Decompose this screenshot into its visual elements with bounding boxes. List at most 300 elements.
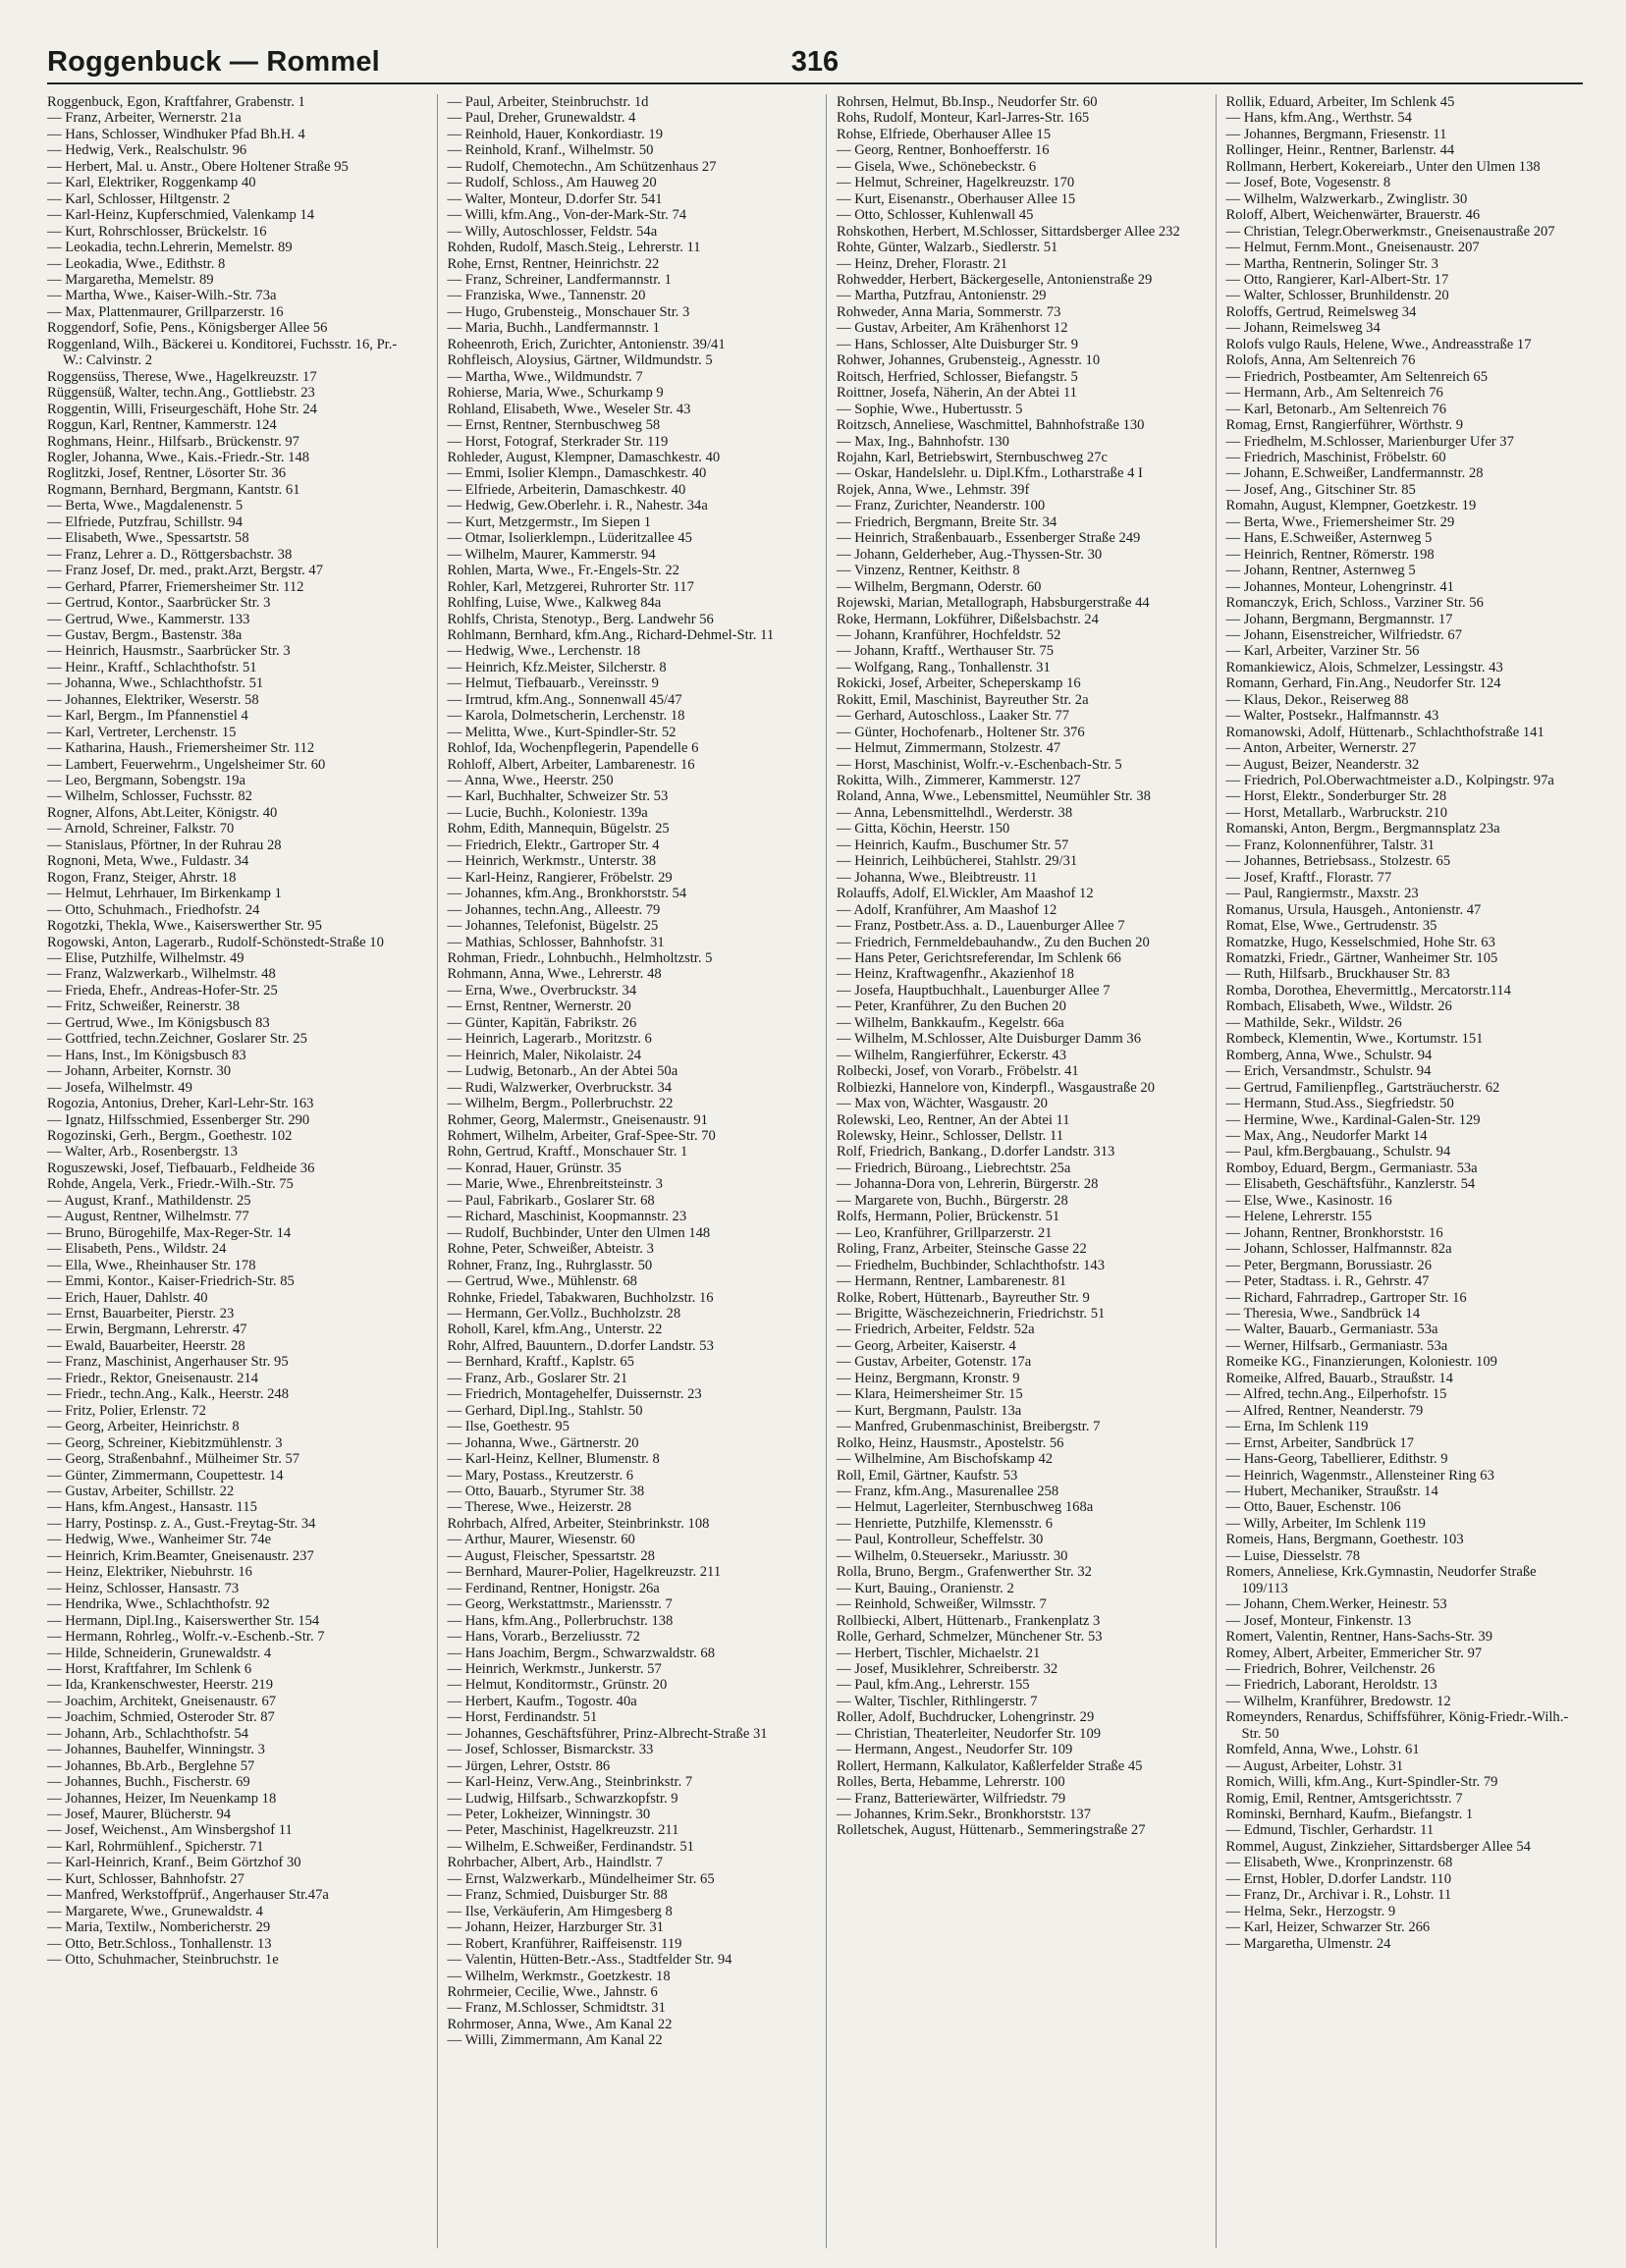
directory-entry: — Franz Josef, Dr. med., prakt.Arzt, Bergstr. 47 xyxy=(47,563,324,579)
directory-entry: — Hans-Georg, Tabellierer, Edithstr. 9 xyxy=(1225,1451,1448,1468)
directory-entry: Rohr, Alfred, Bauuntern., D.dorfer Landstr. 53 xyxy=(447,1337,714,1354)
directory-entry: — Lambert, Feuerwehrm., Ungelsheimer Str. 60 xyxy=(47,756,326,773)
directory-entry: — Emmi, Isolier Klempn., Damaschkestr. 40 xyxy=(447,465,707,482)
page-number: 316 xyxy=(790,46,840,78)
directory-entry: Romatzki, Friedr., Gärtner, Wanheimer Str. 105 xyxy=(1225,950,1498,967)
directory-entry: — Reinhold, Kranf., Wilhelmstr. 50 xyxy=(447,142,654,159)
directory-entry: — Rudolf, Chemotechn., Am Schützenhaus 27 xyxy=(447,158,717,175)
directory-entry: — Kurt, Metzgermstr., Im Siepen 1 xyxy=(447,513,652,530)
directory-entry: — Robert, Kranführer, Raiffeisenstr. 119 xyxy=(447,1935,682,1952)
directory-entry: — Johann, Rentner, Bronkhorststr. 16 xyxy=(1225,1224,1443,1241)
directory-entry: — Katharina, Haush., Friemersheimer Str. 112 xyxy=(47,740,315,757)
directory-entry: — Franz, M.Schlosser, Schmidtstr. 31 xyxy=(447,2000,666,2017)
directory-entry: — Karl, Bergm., Im Pfannenstiel 4 xyxy=(47,708,248,725)
directory-entry: — Wilhelm, Rangierführer, Eckerstr. 43 xyxy=(837,1047,1067,1063)
directory-entry: — Günter, Kapitän, Fabrikstr. 26 xyxy=(447,1014,637,1031)
directory-entry: — Paul, Arbeiter, Steinbruchstr. 1d xyxy=(447,94,649,110)
directory-entry: — Christian, Telegr.Oberwerkmstr., Gneisenaustraße 207 xyxy=(1225,223,1555,240)
name-range-heading: Roggenbuck — Rommel xyxy=(47,46,380,78)
directory-entry: — August, Rentner, Wilhelmstr. 77 xyxy=(47,1209,249,1225)
directory-entry: Rohrbacher, Albert, Arb., Haindlstr. 7 xyxy=(447,1855,663,1871)
directory-entry: — Heinrich, Kfz.Meister, Silcherstr. 8 xyxy=(447,659,667,675)
directory-entry: — Hans, kfm.Ang., Werthstr. 54 xyxy=(1225,110,1412,127)
directory-entry: — Wolfgang, Rang., Tonhallenstr. 31 xyxy=(837,659,1051,675)
directory-entry: — Rudi, Walzwerker, Overbruckstr. 34 xyxy=(447,1079,673,1096)
directory-entry: — Ernst, Bauarbeiter, Pierstr. 23 xyxy=(47,1305,235,1322)
directory-entry: — Franz, Lehrer a. D., Röttgersbachstr. 38 xyxy=(47,546,293,563)
directory-entry: — Elisabeth, Pens., Wildstr. 24 xyxy=(47,1241,227,1258)
directory-entry: — Franz, Postbetr.Ass. a. D., Lauenburger Allee 7 xyxy=(837,918,1125,935)
directory-entry: — Franz, Arb., Goslarer Str. 21 xyxy=(447,1370,628,1386)
directory-entry: Romberg, Anna, Wwe., Schulstr. 94 xyxy=(1225,1047,1433,1063)
directory-entry: — Hedwig, Verk., Realschulstr. 96 xyxy=(47,142,247,159)
directory-entry: Romanus, Ursula, Hausgeh., Antonienstr. 47 xyxy=(1225,901,1482,918)
directory-entry: — Hedwig, Wwe., Wanheimer Str. 74e xyxy=(47,1532,272,1548)
directory-entry: Rolewsky, Heinr., Schlosser, Dellstr. 11 xyxy=(837,1128,1064,1144)
directory-entry: — August, Arbeiter, Lohstr. 31 xyxy=(1225,1757,1404,1774)
directory-entry: — Georg, Rentner, Bonhoefferstr. 16 xyxy=(837,142,1050,159)
directory-entry: — Ewald, Bauarbeiter, Heerstr. 28 xyxy=(47,1337,245,1354)
directory-entry: Rolauffs, Adolf, El.Wickler, Am Maashof 12 xyxy=(837,886,1094,902)
directory-entry: — Hubert, Mechaniker, Straußstr. 14 xyxy=(1225,1483,1438,1499)
directory-entry: — Wilhelm, Maurer, Kammerstr. 94 xyxy=(447,546,656,563)
directory-entry: — Werner, Hilfsarb., Germaniastr. 53a xyxy=(1225,1337,1448,1354)
directory-entry: — Theresia, Wwe., Sandbrück 14 xyxy=(1225,1305,1421,1322)
directory-entry: — Peter, Maschinist, Hagelkreuzstr. 211 xyxy=(447,1822,679,1839)
directory-entry: — Lucie, Buchh., Koloniestr. 139a xyxy=(447,804,648,821)
directory-entry: — Johannes, kfm.Ang., Bronkhorststr. 54 xyxy=(447,886,687,902)
directory-entry: — Gerhard, Autoschloss., Laaker Str. 77 xyxy=(837,708,1070,725)
directory-entry: — Rudolf, Buchbinder, Unter den Ulmen 148 xyxy=(447,1224,711,1241)
directory-entry: — Kurt, Schlosser, Bahnhofstr. 27 xyxy=(47,1870,244,1887)
directory-entry: — Mathias, Schlosser, Bahnhofstr. 31 xyxy=(447,934,665,950)
directory-entry: — Rudolf, Schloss., Am Hauweg 20 xyxy=(447,175,657,191)
directory-entry: — Ludwig, Betonarb., An der Abtei 50a xyxy=(447,1063,678,1080)
directory-entry: — Josef, Schlosser, Bismarckstr. 33 xyxy=(447,1742,654,1758)
directory-entry: — Hermine, Wwe., Kardinal-Galen-Str. 129 xyxy=(1225,1111,1481,1128)
directory-entry: — Ernst, Rentner, Wernerstr. 20 xyxy=(447,999,631,1015)
directory-entry: — Otto, Schuhmach., Friedhofstr. 24 xyxy=(47,901,260,918)
directory-entry: — Paul, kfm.Ang., Lehrerstr. 155 xyxy=(837,1677,1030,1694)
directory-entry: — Kurt, Bergmann, Paulstr. 13a xyxy=(837,1402,1022,1419)
directory-entry: — Otmar, Isolierklempn., Lüderitzallee 45 xyxy=(447,530,692,547)
directory-entry: Roguszewski, Josef, Tiefbauarb., Feldheide 36 xyxy=(47,1160,315,1176)
directory-entry: — Walter, Postsekr., Halfmannstr. 43 xyxy=(1225,708,1439,725)
directory-entry: — Franz, Schmied, Duisburger Str. 88 xyxy=(447,1887,668,1904)
directory-entry: — Horst, Maschinist, Wolfr.-v.-Eschenbach-Str. 5 xyxy=(837,756,1122,773)
directory-entry: — Heinrich, Krim.Beamter, Gneisenaustr. 237 xyxy=(47,1547,314,1564)
directory-entry: — Heinrich, Hausmstr., Saarbrücker Str. 3 xyxy=(47,643,291,660)
directory-entry: — Leokadia, Wwe., Edithstr. 8 xyxy=(47,255,226,272)
directory-entry: — Mary, Postass., Kreutzerstr. 6 xyxy=(447,1467,634,1484)
directory-entry: — Martha, Wwe., Wildmundstr. 7 xyxy=(447,368,643,385)
directory-entry: — Richard, Maschinist, Koopmannstr. 23 xyxy=(447,1209,687,1225)
directory-entry: — Hermann, Ger.Vollz., Buchholzstr. 28 xyxy=(447,1305,681,1322)
directory-entry: — Paul, Kontrolleur, Scheffelstr. 30 xyxy=(837,1532,1044,1548)
directory-entry: — Arthur, Maurer, Wiesenstr. 60 xyxy=(447,1532,635,1548)
directory-entry: Rohmann, Anna, Wwe., Lehrerstr. 48 xyxy=(447,966,662,983)
directory-entry: — Anton, Arbeiter, Wernerstr. 27 xyxy=(1225,740,1417,757)
directory-entry: — Hans, Vorarb., Berzeliusstr. 72 xyxy=(447,1629,640,1646)
directory-entry: Romich, Willi, kfm.Ang., Kurt-Spindler-Str. 79 xyxy=(1225,1774,1498,1791)
directory-entry: Rombach, Elisabeth, Wwe., Wildstr. 26 xyxy=(1225,999,1452,1015)
directory-entry: — Johannes, Bergmann, Friesenstr. 11 xyxy=(1225,126,1447,142)
directory-entry: — Karola, Dolmetscherin, Lerchenstr. 18 xyxy=(447,708,685,725)
directory-entry: Romatzke, Hugo, Kesselschmied, Hohe Str. 63 xyxy=(1225,934,1495,950)
directory-entry: — Karl, Schlosser, Hiltgenstr. 2 xyxy=(47,190,231,207)
directory-entry: — Margarete, Wwe., Grunewaldstr. 4 xyxy=(47,1903,263,1919)
directory-entry: Roggensüss, Therese, Wwe., Hagelkreuzstr. 17 xyxy=(47,368,317,385)
directory-entry: — Walter, Bauarb., Germaniastr. 53a xyxy=(1225,1322,1438,1338)
directory-entry: Rohlof, Ida, Wochenpflegerin, Papendelle 6 xyxy=(447,740,699,757)
directory-entry: Rogmann, Bernhard, Bergmann, Kantstr. 61 xyxy=(47,481,300,498)
directory-entry: — Therese, Wwe., Heizerstr. 28 xyxy=(447,1499,631,1516)
directory-entry: — Walter, Monteur, D.dorfer Str. 541 xyxy=(447,190,663,207)
directory-entry: — Ilse, Goethestr. 95 xyxy=(447,1419,569,1435)
directory-entry: Rollbiecki, Albert, Hüttenarb., Frankenplatz 3 xyxy=(837,1612,1101,1629)
directory-entry: — Paul, Fabrikarb., Goslarer Str. 68 xyxy=(447,1192,655,1209)
directory-entry: — Max, Plattenmaurer, Grillparzerstr. 16 xyxy=(47,303,284,320)
directory-entry: — Melitta, Wwe., Kurt-Spindler-Str. 52 xyxy=(447,724,677,740)
directory-entry: — Herbert, Kaufm., Togostr. 40a xyxy=(447,1693,637,1709)
directory-entry: — Friedrich, Postbeamter, Am Seltenreich 65 xyxy=(1225,368,1489,385)
directory-entry: Roggenbuck, Egon, Kraftfahrer, Grabenstr. 1 xyxy=(47,94,305,110)
directory-entry: — Peter, Stadtass. i. R., Gehrstr. 47 xyxy=(1225,1273,1430,1290)
directory-entry: — Vinzenz, Rentner, Keithstr. 8 xyxy=(837,563,1020,579)
directory-entry: — Marie, Wwe., Ehrenbreitsteinstr. 3 xyxy=(447,1176,663,1193)
directory-entry: — Margarete von, Buchh., Bürgerstr. 28 xyxy=(837,1192,1068,1209)
directory-entry: — August, Beizer, Neanderstr. 32 xyxy=(1225,756,1420,773)
directory-entry: — Hans Peter, Gerichtsreferendar, Im Schlenk 66 xyxy=(837,950,1121,967)
directory-entry: Rohloff, Albert, Arbeiter, Lambarenestr. 16 xyxy=(447,756,695,773)
directory-entry: — Ernst, Rentner, Sternbuschweg 58 xyxy=(447,417,661,434)
directory-entry: — Johann, Arbeiter, Kornstr. 30 xyxy=(47,1063,232,1080)
directory-entry: — Wilhelm, M.Schlosser, Alte Duisburger Damm 36 xyxy=(837,1031,1142,1048)
directory-entry: — Otto, Bauer, Eschenstr. 106 xyxy=(1225,1499,1401,1516)
directory-entry: — Stanislaus, Pförtner, In der Ruhrau 28 xyxy=(47,837,282,853)
directory-entry: — Hermann, Rentner, Lambarenestr. 81 xyxy=(837,1273,1067,1290)
directory-entry: Roloff, Albert, Weichenwärter, Brauerstr. 46 xyxy=(1225,207,1481,224)
directory-entry: — Johannes, Telefonist, Bügelstr. 25 xyxy=(447,918,659,935)
directory-entry: — Wilhelm, E.Schweißer, Ferdinandstr. 51 xyxy=(447,1838,694,1855)
directory-entry: — Günter, Zimmermann, Coupettestr. 14 xyxy=(47,1467,284,1484)
directory-entry: — Gerhard, Dipl.Ing., Stahlstr. 50 xyxy=(447,1402,643,1419)
directory-entry: — Ernst, Walzwerkarb., Mündelheimer Str. 65 xyxy=(447,1870,715,1887)
directory-entry: Rohskothen, Herbert, M.Schlosser, Sittardsberger Allee 232 xyxy=(837,223,1180,240)
directory-entry: — Friedrich, Büroang., Liebrechtstr. 25a xyxy=(837,1160,1071,1176)
directory-entry: Romert, Valentin, Rentner, Hans-Sachs-Str. 39 xyxy=(1225,1629,1493,1646)
directory-entry: Rolle, Gerhard, Schmelzer, Münchener Str. 53 xyxy=(837,1629,1103,1646)
directory-entry: — Heinz, Dreher, Florastr. 21 xyxy=(837,255,1008,272)
directory-entry: Romag, Ernst, Rangierführer, Wörthstr. 9 xyxy=(1225,417,1464,434)
directory-entry: — Leo, Bergmann, Sobengstr. 19a xyxy=(47,773,245,789)
directory-entry: — Hilde, Schneiderin, Grunewaldstr. 4 xyxy=(47,1645,272,1661)
directory-entry: Roheenroth, Erich, Zurichter, Antonienstr. 39/41 xyxy=(447,336,726,352)
directory-entry: — Karl-Heinz, Kellner, Blumenstr. 8 xyxy=(447,1451,660,1468)
directory-entry: — Heinz, Schlosser, Hansastr. 73 xyxy=(47,1580,240,1596)
directory-entry: — Franz, Schreiner, Landfermannstr. 1 xyxy=(447,271,672,288)
directory-entry: — Berta, Wwe., Magdalenenstr. 5 xyxy=(47,498,244,514)
directory-entry: — Friedr., techn.Ang., Kalk., Heerstr. 248 xyxy=(47,1386,290,1403)
directory-entry: — Karl, Arbeiter, Varziner Str. 56 xyxy=(1225,643,1420,660)
directory-entry: — Karl-Heinrich, Kranf., Beim Görtzhof 30 xyxy=(47,1855,301,1871)
directory-entry: — Max von, Wächter, Wasgaustr. 20 xyxy=(837,1096,1048,1112)
directory-entry: Rohnke, Friedel, Tabakwaren, Buchholzstr. 16 xyxy=(447,1289,714,1306)
directory-entry: — Horst, Fotograf, Sterkrader Str. 119 xyxy=(447,433,669,450)
directory-entry: Rohrmoser, Anna, Wwe., Am Kanal 22 xyxy=(447,2016,673,2032)
column-2 xyxy=(437,94,805,2248)
directory-entry: Rohman, Friedr., Lohnbuchh., Helmholtzstr. 5 xyxy=(447,950,713,967)
directory-entry: — Josefa, Hauptbuchhalt., Lauenburger Allee 7 xyxy=(837,982,1111,999)
directory-entry: Rohne, Peter, Schweißer, Abteistr. 3 xyxy=(447,1241,654,1258)
directory-entry: — Willy, Autoschlosser, Feldstr. 54a xyxy=(447,223,658,240)
directory-entry: Romankiewicz, Alois, Schmelzer, Lessingstr. 43 xyxy=(1225,659,1503,675)
directory-entry: — Friedrich, Pol.Oberwachtmeister a.D., Kolpingstr. 97a xyxy=(1225,773,1554,789)
directory-entry: Rohrsen, Helmut, Bb.Insp., Neudorfer Str. 60 xyxy=(837,94,1098,110)
directory-entry: — Otto, Schlosser, Kuhlenwall 45 xyxy=(837,207,1034,224)
directory-entry: Rohrmeier, Cecilie, Wwe., Jahnstr. 6 xyxy=(447,1984,658,2001)
directory-entry: — Maria, Buchh., Landfermannstr. 1 xyxy=(447,320,660,337)
directory-entry: — Hermann, Dipl.Ing., Kaiserswerther Str. 154 xyxy=(47,1612,320,1629)
directory-entry: — Hermann, Arb., Am Seltenreich 76 xyxy=(1225,385,1443,402)
directory-columns xyxy=(47,94,1583,2248)
directory-entry: Rollert, Hermann, Kalkulator, Kaßlerfelder Straße 45 xyxy=(837,1757,1143,1774)
directory-entry: — Helmut, Konditormstr., Grünstr. 20 xyxy=(447,1677,668,1694)
directory-entry: — Helmut, Fernm.Mont., Gneisenaustr. 207 xyxy=(1225,240,1480,256)
directory-entry: — Wilhelm, Kranführer, Bredowstr. 12 xyxy=(1225,1693,1451,1709)
directory-entry: — Friedhelm, M.Schlosser, Marienburger Ufer 37 xyxy=(1225,433,1514,450)
directory-entry: — Anna, Lebensmittelhdl., Werderstr. 38 xyxy=(837,804,1073,821)
directory-entry: Rominski, Bernhard, Kaufm., Biefangstr. 1 xyxy=(1225,1807,1474,1823)
directory-entry: — Wilhelmine, Am Bischofskamp 42 xyxy=(837,1451,1054,1468)
directory-entry: — Oskar, Handelslehr. u. Dipl.Kfm., Lotharstraße 4 I xyxy=(837,465,1143,482)
directory-entry: — Erna, Wwe., Overbruckstr. 34 xyxy=(447,982,637,999)
directory-entry: Romeis, Hans, Bergmann, Goethestr. 103 xyxy=(1225,1532,1464,1548)
directory-entry: — Klara, Heimersheimer Str. 15 xyxy=(837,1386,1023,1403)
directory-entry: — Kurt, Rohrschlosser, Brückelstr. 16 xyxy=(47,223,267,240)
directory-entry: Rommel, August, Zinkzieher, Sittardsberger Allee 54 xyxy=(1225,1838,1531,1855)
directory-entry: Roglitzki, Josef, Rentner, Lösorter Str. 36 xyxy=(47,465,287,482)
directory-entry: — Heinrich, Maler, Nikolaistr. 24 xyxy=(447,1047,642,1063)
directory-entry: — Wilhelm, Schlosser, Fuchsstr. 82 xyxy=(47,788,252,805)
directory-entry: — August, Fleischer, Spessartstr. 28 xyxy=(447,1547,655,1564)
directory-entry: Romeike KG., Finanzierungen, Koloniestr. 109 xyxy=(1225,1354,1497,1371)
directory-entry: — Friedrich, Arbeiter, Feldstr. 52a xyxy=(837,1322,1035,1338)
directory-entry: — Friedrich, Bohrer, Veilchenstr. 26 xyxy=(1225,1660,1436,1677)
directory-entry: — Franz, Zurichter, Neanderstr. 100 xyxy=(837,498,1046,514)
directory-entry: — Horst, Metallarb., Warbruckstr. 210 xyxy=(1225,804,1448,821)
directory-entry: — Herbert, Mal. u. Anstr., Obere Holtener Straße 95 xyxy=(47,158,349,175)
directory-entry: — Wilhelm, Bergmann, Oderstr. 60 xyxy=(837,578,1042,595)
directory-entry: Romers, Anneliese, Krk.Gymnastin, Neudorfer Straße 109/113 xyxy=(1225,1564,1537,1596)
directory-entry: — Otto, Bauarb., Styrumer Str. 38 xyxy=(447,1483,645,1499)
directory-entry: Rohs, Rudolf, Monteur, Karl-Jarres-Str. 165 xyxy=(837,110,1090,127)
directory-entry: — Georg, Straßenbahnf., Mülheimer Str. 57 xyxy=(47,1451,300,1468)
directory-entry: Romahn, August, Klempner, Goetzkestr. 19 xyxy=(1225,498,1477,514)
directory-entry: — Johannes, Heizer, Im Neuenkamp 18 xyxy=(47,1790,277,1807)
directory-entry: — Helene, Lehrerstr. 155 xyxy=(1225,1209,1373,1225)
directory-entry: — Franz, Kolonnenführer, Talstr. 31 xyxy=(1225,837,1436,853)
directory-entry: Rojek, Anna, Wwe., Lehmstr. 39f xyxy=(837,481,1030,498)
directory-entry: — Wilhelm, Bankkaufm., Kegelstr. 66a xyxy=(837,1014,1064,1031)
directory-entry: — Ilse, Verkäuferin, Am Himgesberg 8 xyxy=(447,1903,673,1919)
directory-entry: Rokicki, Josef, Arbeiter, Scheperskamp 16 xyxy=(837,675,1081,692)
directory-entry: Rogner, Alfons, Abt.Leiter, Königstr. 40 xyxy=(47,804,278,821)
directory-entry: Rogler, Johanna, Wwe., Kais.-Friedr.-Str. 148 xyxy=(47,449,310,465)
directory-entry: — Irmtrud, kfm.Ang., Sonnenwall 45/47 xyxy=(447,691,682,708)
column-3 xyxy=(826,94,1194,2248)
directory-entry: Romba, Dorothea, Ehevermittlg., Mercatorstr.114 xyxy=(1225,982,1511,999)
directory-entry: — Karl-Heinz, Kupferschmied, Valenkamp 14 xyxy=(47,207,315,224)
directory-entry: — Hans Joachim, Bergm., Schwarzwaldstr. 68 xyxy=(447,1645,716,1661)
directory-entry: — Johann, Eisenstreicher, Wilfriedstr. 67 xyxy=(1225,626,1463,643)
directory-entry: — Fritz, Schweißer, Reinerstr. 38 xyxy=(47,999,240,1015)
directory-entry: — Gertrud, Wwe., Mühlenstr. 68 xyxy=(447,1273,637,1290)
directory-entry: — Wilhelm, Werkmstr., Goetzkestr. 18 xyxy=(447,1968,671,1984)
directory-entry: Romanczyk, Erich, Schloss., Varziner Str. 56 xyxy=(1225,595,1484,612)
directory-entry: — Heinrich, Kaufm., Buschumer Str. 57 xyxy=(837,837,1069,853)
directory-entry: — Heinrich, Wagenmstr., Allensteiner Ring 63 xyxy=(1225,1467,1494,1484)
directory-entry: — Johanna, Wwe., Bleibtreustr. 11 xyxy=(837,869,1038,886)
directory-entry: — Johann, Reimelsweg 34 xyxy=(1225,320,1381,337)
column-1 xyxy=(47,94,415,2248)
directory-entry: — Josef, Ang., Gitschiner Str. 85 xyxy=(1225,481,1416,498)
directory-entry: — Jürgen, Lehrer, Oststr. 86 xyxy=(447,1757,611,1774)
directory-entry: Roittner, Josefa, Näherin, An der Abtei 11 xyxy=(837,385,1077,402)
directory-entry: — Max, Ing., Bahnhofstr. 130 xyxy=(837,433,1009,450)
directory-entry: — Georg, Schreiner, Kiebitzmühlenstr. 3 xyxy=(47,1434,283,1451)
directory-entry: Rohn, Gertrud, Kraftf., Monschauer Str. 1 xyxy=(447,1144,688,1161)
directory-entry: — Berta, Wwe., Friemersheimer Str. 29 xyxy=(1225,513,1455,530)
directory-entry: Roitsch, Herfried, Schlosser, Biefangstr. 5 xyxy=(837,368,1078,385)
directory-entry: Rollinger, Heinr., Rentner, Barlenstr. 44 xyxy=(1225,142,1455,159)
directory-entry: — Max, Ang., Neudorfer Markt 14 xyxy=(1225,1128,1428,1144)
directory-entry: — Heinz, Bergmann, Kronstr. 9 xyxy=(837,1370,1020,1386)
directory-entry: Romanski, Anton, Bergm., Bergmannsplatz 23a xyxy=(1225,821,1500,837)
directory-entry: — Else, Wwe., Kasinostr. 16 xyxy=(1225,1192,1392,1209)
directory-entry: Roggendorf, Sofie, Pens., Königsberger Allee 56 xyxy=(47,320,328,337)
directory-entry: — Johann, Chem.Werker, Heinestr. 53 xyxy=(1225,1596,1447,1613)
directory-entry: — Otto, Rangierer, Karl-Albert-Str. 17 xyxy=(1225,271,1449,288)
directory-entry: — Hans, E.Schweißer, Asternweg 5 xyxy=(1225,530,1433,547)
directory-entry: — Maria, Textilw., Nombericherstr. 29 xyxy=(47,1919,271,1936)
directory-entry: Rolf, Friedrich, Bankang., D.dorfer Landstr. 313 xyxy=(837,1144,1115,1161)
directory-entry: — Joachim, Schmied, Osteroder Str. 87 xyxy=(47,1709,275,1726)
directory-entry: — Johannes, Geschäftsführer, Prinz-Albrecht-Straße 31 xyxy=(447,1725,768,1742)
directory-entry: — Josef, Maurer, Blücherstr. 94 xyxy=(47,1807,232,1823)
directory-entry: Rolko, Heinz, Hausmstr., Apostelstr. 56 xyxy=(837,1434,1064,1451)
directory-entry: — Gustav, Arbeiter, Schillstr. 22 xyxy=(47,1483,235,1499)
directory-entry: — Hendrika, Wwe., Schlachthofstr. 92 xyxy=(47,1596,270,1613)
directory-entry: — Ernst, Hobler, D.dorfer Landstr. 110 xyxy=(1225,1870,1451,1887)
directory-entry: Rohwer, Johannes, Grubensteig., Agnesstr. 10 xyxy=(837,352,1101,369)
directory-entry: — Johann, Arb., Schlachthofstr. 54 xyxy=(47,1725,249,1742)
directory-entry: Rolles, Berta, Hebamme, Lehrerstr. 100 xyxy=(837,1774,1065,1791)
directory-entry: — Anna, Wwe., Heerstr. 250 xyxy=(447,773,614,789)
directory-entry: — Ferdinand, Rentner, Honigstr. 26a xyxy=(447,1580,660,1596)
directory-entry: — Willy, Arbeiter, Im Schlenk 119 xyxy=(1225,1515,1426,1532)
directory-entry: — Harry, Postinsp. z. A., Gust.-Freytag-Str. 34 xyxy=(47,1515,316,1532)
directory-entry: — Gitta, Köchin, Heerstr. 150 xyxy=(837,821,1010,837)
directory-entry: Roloffs, Gertrud, Reimelsweg 34 xyxy=(1225,303,1417,320)
directory-entry: — Karl-Heinz, Verw.Ang., Steinbrinkstr. 7 xyxy=(447,1774,693,1791)
directory-entry: — Helma, Sekr., Herzogstr. 9 xyxy=(1225,1903,1396,1919)
directory-entry: — Helmut, Tiefbauarb., Vereinsstr. 9 xyxy=(447,675,659,692)
directory-entry: Rolbiezki, Hannelore von, Kinderpfl., Wasgaustraße 20 xyxy=(837,1079,1155,1096)
directory-entry: — Herbert, Tischler, Michaelstr. 21 xyxy=(837,1645,1041,1661)
directory-entry: Rohse, Elfriede, Oberhauser Allee 15 xyxy=(837,126,1052,142)
directory-entry: Rohler, Karl, Metzgerei, Ruhrorter Str. 117 xyxy=(447,578,694,595)
directory-entry: — Günter, Hochofenarb., Holtener Str. 376 xyxy=(837,724,1085,740)
directory-entry: Roitzsch, Anneliese, Waschmittel, Bahnhofstraße 130 xyxy=(837,417,1145,434)
directory-entry: Romfeld, Anna, Wwe., Lohstr. 61 xyxy=(1225,1742,1420,1758)
directory-entry: — Ella, Wwe., Rheinhauser Str. 178 xyxy=(47,1257,256,1273)
directory-entry: — Elisabeth, Geschäftsführ., Kanzlerstr. 54 xyxy=(1225,1176,1476,1193)
directory-entry: — Gertrud, Wwe., Kammerstr. 133 xyxy=(47,611,250,627)
directory-entry: — Johann, E.Schweißer, Landfermannstr. 28 xyxy=(1225,465,1484,482)
directory-entry: — Gertrud, Familienpfleg., Gartsträucherstr. 62 xyxy=(1225,1079,1500,1096)
directory-entry: — Georg, Arbeiter, Heinrichstr. 8 xyxy=(47,1419,240,1435)
directory-entry: — Johannes, Krim.Sekr., Bronkhorststr. 137 xyxy=(837,1807,1092,1823)
directory-entry: — Reinhold, Hauer, Konkordiastr. 19 xyxy=(447,126,664,142)
directory-entry: Rolke, Robert, Hüttenarb., Bayreuther Str. 9 xyxy=(837,1289,1090,1306)
directory-entry: — Karl, Heizer, Schwarzer Str. 266 xyxy=(1225,1919,1431,1936)
directory-entry: — Elise, Putzhilfe, Wilhelmstr. 49 xyxy=(47,950,244,967)
directory-entry: — Hans, kfm.Angest., Hansastr. 115 xyxy=(47,1499,257,1516)
directory-entry: — Christian, Theaterleiter, Neudorfer Str. 109 xyxy=(837,1725,1102,1742)
directory-entry: — Heinrich, Leihbücherei, Stahlstr. 29/31 xyxy=(837,853,1078,870)
directory-entry: — Franz, Arbeiter, Wernerstr. 21a xyxy=(47,110,242,127)
directory-entry: — Georg, Werkstattmstr., Mariensstr. 7 xyxy=(447,1596,673,1613)
directory-entry: — Gustav, Bergm., Bastenstr. 38a xyxy=(47,626,243,643)
directory-entry: — Friedhelm, Buchbinder, Schlachthofstr. 143 xyxy=(837,1257,1106,1273)
directory-entry: — Hedwig, Wwe., Lerchenstr. 18 xyxy=(447,643,641,660)
directory-entry: Rogozinski, Gerh., Bergm., Goethestr. 102 xyxy=(47,1128,293,1144)
directory-entry: Rohte, Günter, Walzarb., Siedlerstr. 51 xyxy=(837,240,1058,256)
directory-entry: — Hans, Schlosser, Alte Duisburger Str. 9 xyxy=(837,336,1079,352)
directory-entry: — Emmi, Kontor., Kaiser-Friedrich-Str. 85 xyxy=(47,1273,295,1290)
directory-entry: — Heinrich, Lagerarb., Moritzstr. 6 xyxy=(447,1031,652,1048)
directory-entry: Rolofs vulgo Rauls, Helene, Wwe., Andreasstraße 17 xyxy=(1225,336,1532,352)
directory-entry: — Josefa, Wilhelmstr. 49 xyxy=(47,1079,192,1096)
directory-entry: Rohner, Franz, Ing., Ruhrglasstr. 50 xyxy=(447,1257,653,1273)
directory-entry: — Brigitte, Wäschezeichnerin, Friedrichstr. 51 xyxy=(837,1305,1106,1322)
directory-entry: — Heinrich, Werkmstr., Unterstr. 38 xyxy=(447,853,657,870)
directory-entry: — Walter, Tischler, Rithlingerstr. 7 xyxy=(837,1693,1038,1709)
directory-entry: — Karl, Vertreter, Lerchenstr. 15 xyxy=(47,724,237,740)
directory-entry: — Johann, Gelderheber, Aug.-Thyssen-Str. 30 xyxy=(837,546,1103,563)
directory-entry: Rohe, Ernst, Rentner, Heinrichstr. 22 xyxy=(447,255,660,272)
directory-entry: Rohlmann, Bernhard, kfm.Ang., Richard-Dehmel-Str. 11 xyxy=(447,626,775,643)
directory-entry: — Leokadia, techn.Lehrerin, Memelstr. 89 xyxy=(47,240,293,256)
directory-entry: Romeike, Alfred, Bauarb., Straußstr. 14 xyxy=(1225,1370,1453,1386)
directory-entry: Rohierse, Maria, Wwe., Schurkamp 9 xyxy=(447,385,664,402)
directory-entry: — Karl, Elektriker, Roggenkamp 40 xyxy=(47,175,256,191)
directory-entry: — Paul, Rangiermstr., Maxstr. 23 xyxy=(1225,886,1419,902)
directory-entry: — Johannes, Elektriker, Weserstr. 58 xyxy=(47,691,259,708)
directory-entry: — Elisabeth, Wwe., Kronprinzenstr. 68 xyxy=(1225,1855,1453,1871)
directory-entry: Rojewski, Marian, Metallograph, Habsburgerstraße 44 xyxy=(837,595,1150,612)
directory-entry: — Otto, Schuhmacher, Steinbruchstr. 1e xyxy=(47,1952,279,1969)
directory-entry: Rolofs, Anna, Am Seltenreich 76 xyxy=(1225,352,1416,369)
directory-entry: — Johann, Kranführer, Hochfeldstr. 52 xyxy=(837,626,1061,643)
directory-entry: — Hermann, Angest., Neudorfer Str. 109 xyxy=(837,1742,1073,1758)
directory-entry: — Peter, Lokheizer, Winningstr. 30 xyxy=(447,1807,651,1823)
directory-entry: Roggun, Karl, Rentner, Kammerstr. 124 xyxy=(47,417,277,434)
directory-entry: — Josef, Kraftf., Florastr. 77 xyxy=(1225,869,1392,886)
directory-entry: — Walter, Arb., Rosenbergstr. 13 xyxy=(47,1144,238,1161)
directory-entry: — Erwin, Bergmann, Lehrerstr. 47 xyxy=(47,1322,247,1338)
